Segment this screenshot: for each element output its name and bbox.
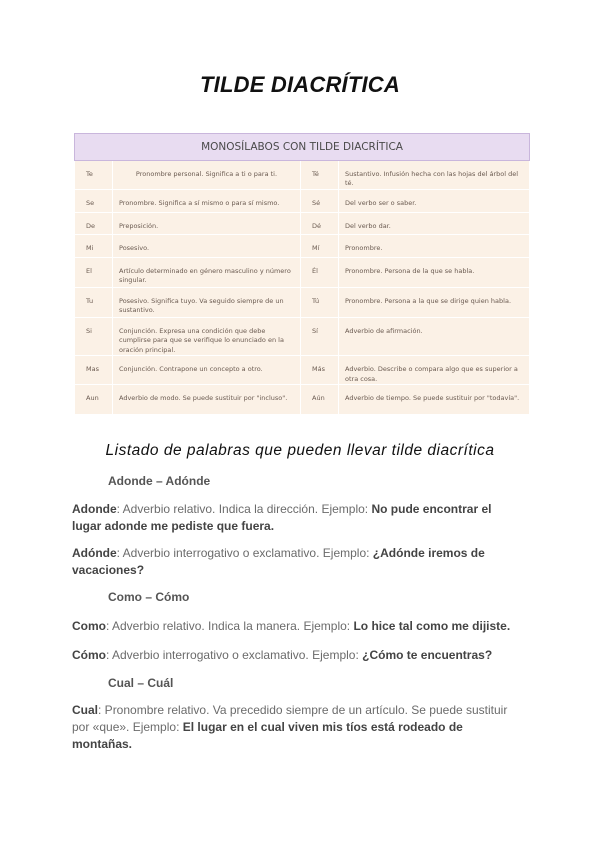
accented-word-cell: Dé — [301, 212, 339, 234]
term: Adonde — [72, 502, 117, 516]
table-row — [75, 257, 530, 287]
monosyllables-table — [74, 133, 530, 415]
section-subtitle: Listado de palabras que pueden llevar tilde diacrítica — [105, 442, 495, 459]
definition-cell: Pronombre. Significa a sí mismo o para sí mismo. — [113, 189, 301, 212]
table-row — [75, 189, 530, 212]
accented-word-cell: Sí — [301, 317, 339, 355]
table-row — [75, 317, 530, 355]
table-row — [75, 287, 530, 317]
term: Cual — [72, 703, 99, 717]
description: : Adverbio relativo. Indica la dirección. Ejemplo: — [116, 502, 372, 516]
table-row — [75, 161, 530, 190]
word-pair-heading: Como – Cómo — [108, 590, 190, 604]
definition-cell: Conjunción. Contrapone un concepto a otro. — [113, 356, 301, 385]
description: : Adverbio interrogativo o exclamativo. Ejemplo: — [116, 546, 373, 560]
term: Adónde — [72, 546, 117, 560]
example: ¿Cómo te encuentras? — [362, 648, 493, 662]
table-row — [75, 234, 530, 257]
definition-paragraph — [72, 618, 522, 635]
word-cell: El — [75, 257, 113, 287]
example: Lo hice tal como me dijiste. — [353, 619, 511, 633]
accented-word-cell: Más — [301, 356, 339, 385]
accented-word-cell: Él — [301, 257, 339, 287]
example: El lugar en el cual viven mis tíos está rodeado de montañas. — [72, 720, 463, 751]
definition-paragraph — [72, 501, 522, 535]
definition-cell: Artículo determinado en género masculino y número singular. — [113, 257, 301, 287]
definition-cell: Adverbio de tiempo. Se puede sustituir por "todavía". — [339, 384, 530, 414]
definition-cell: Adverbio de afirmación. — [339, 317, 530, 355]
word-pair-heading: Adonde – Adónde — [108, 474, 211, 488]
definition-cell: Posesivo. Significa tuyo. Va seguido siempre de un sustantivo. — [113, 287, 301, 317]
term: Como — [72, 619, 106, 633]
definition-cell: Pronombre. Persona de la que se habla. — [339, 257, 530, 287]
word-cell: Mi — [75, 234, 113, 257]
definition-paragraph — [72, 545, 522, 579]
word-cell: De — [75, 212, 113, 234]
description: : Adverbio relativo. Indica la manera. Ejemplo: — [106, 619, 354, 633]
word-cell: Te — [75, 161, 113, 190]
accented-word-cell: Aún — [301, 384, 339, 414]
accented-word-cell: Té — [301, 161, 339, 190]
table-header: MONOSÍLABOS CON TILDE DIACRÍTICA — [75, 134, 530, 161]
accented-word-cell: Tú — [301, 287, 339, 317]
definition-paragraph — [72, 702, 522, 753]
table-row — [75, 212, 530, 234]
description: : Pronombre relativo. Va precedido siempre de un artículo. Se puede sustituir por «que». Ejemplo: — [72, 703, 508, 734]
definition-cell: Pronombre. — [339, 234, 530, 257]
example: No pude encontrar el lugar adonde me pediste que fuera. — [72, 502, 492, 533]
word-pair-heading: Cual – Cuál — [108, 676, 174, 690]
definition-cell: Del verbo dar. — [339, 212, 530, 234]
definition-paragraph — [72, 647, 522, 664]
definition-cell: Pronombre. Persona a la que se dirige quien habla. — [339, 287, 530, 317]
word-cell: Aun — [75, 384, 113, 414]
example: ¿Adónde iremos de vacaciones? — [72, 546, 485, 577]
table-row — [75, 356, 530, 385]
definition-cell: Pronombre personal. Significa a ti o para ti. — [113, 161, 301, 190]
term: Cómo — [72, 648, 106, 662]
definition-cell: Sustantivo. Infusión hecha con las hojas del árbol del té. — [339, 161, 530, 190]
definition-cell: Adverbio de modo. Se puede sustituir por "incluso". — [113, 384, 301, 414]
definition-cell: Adverbio. Describe o compara algo que es superior a otra cosa. — [339, 356, 530, 385]
accented-word-cell: Mí — [301, 234, 339, 257]
word-cell: Se — [75, 189, 113, 212]
word-cell: Tu — [75, 287, 113, 317]
definition-cell: Del verbo ser o saber. — [339, 189, 530, 212]
table-row — [75, 384, 530, 414]
definition-cell: Conjunción. Expresa una condición que debe cumplirse para que se verifique lo enunciado en la oración principal. — [113, 317, 301, 355]
description: : Adverbio interrogativo o exclamativo. Ejemplo: — [106, 648, 363, 662]
definition-cell: Posesivo. — [113, 234, 301, 257]
accented-word-cell: Sé — [301, 189, 339, 212]
word-cell: Si — [75, 317, 113, 355]
document-title: TILDE DIACRÍTICA — [200, 72, 400, 97]
word-cell: Mas — [75, 356, 113, 385]
definition-cell: Preposición. — [113, 212, 301, 234]
